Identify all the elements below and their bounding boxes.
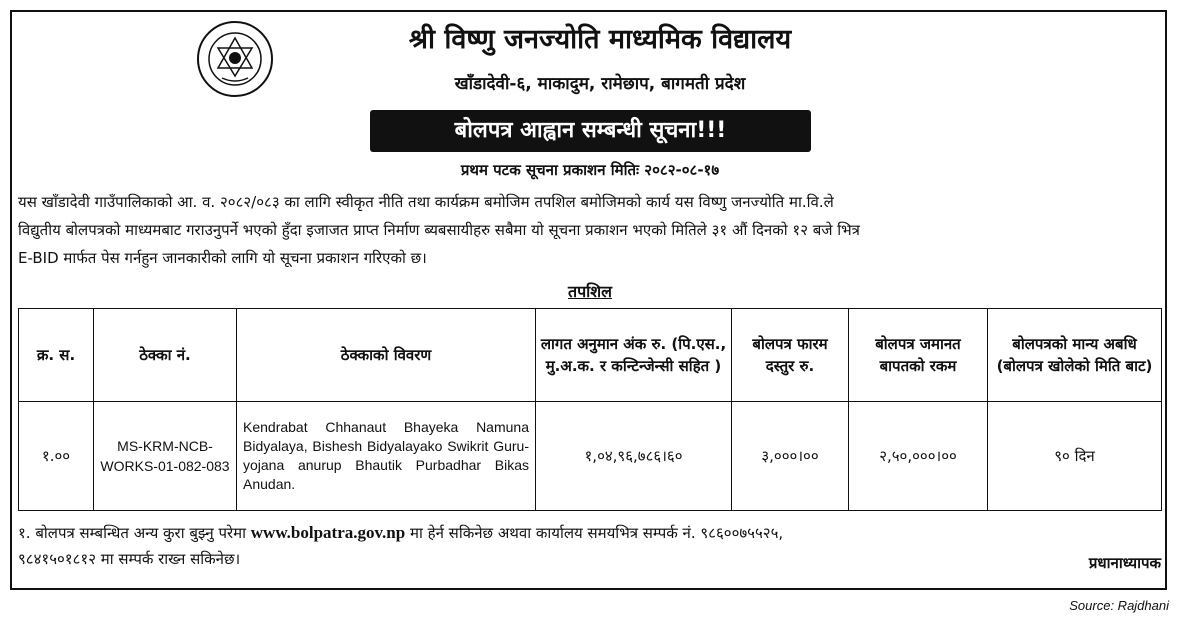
school-seal-icon — [196, 20, 274, 98]
tender-table — [18, 308, 1162, 511]
table-row — [19, 402, 1162, 511]
header-validity: बोलपत्रको मान्य अबधि (बोलपत्र खोलेको मिति बाट) — [988, 309, 1162, 402]
body-line: यस खाँडादेवी गाउँपालिकाको आ. व. २०८२/०८३ का लागि स्वीकृत नीति तथा कार्यक्रम बमोजिम तपशिल बमोजिमको कार्य यस विष्णु जनज्योति मा.वि.ले — [18, 193, 834, 211]
header-contract-no: ठेक्का नं. — [94, 309, 237, 402]
cell-bid-security: २,५०,०००।०० — [849, 402, 988, 511]
table-header-row — [19, 309, 1162, 402]
school-name: श्री विष्णु जनज्योति माध्यमिक विद्यालय — [408, 24, 792, 55]
contact-note — [18, 520, 1166, 572]
note-prefix: १. बोलपत्र सम्बन्धित अन्य कुरा बुझ्नु परेमा — [18, 524, 246, 542]
header-form-fee: बोलपत्र फारम दस्तुर रु. — [732, 309, 849, 402]
school-address: खाँडादेवी-६, माकादुम, रामेछाप, बागमती प्रदेश — [454, 74, 746, 94]
publication-date: प्रथम पटक सूचना प्रकाशन मितिः २०८२-०८-१७ — [460, 161, 720, 179]
source-credit: Source: Rajdhani — [1069, 598, 1169, 613]
notice-banner: बोलपत्र आह्वान सम्बन्धी सूचना!!! — [370, 110, 811, 152]
cell-form-fee: ३,०००।०० — [732, 402, 849, 511]
body-line: E-BID मार्फत पेस गर्नहुन जानकारीको लागि यो सूचना प्रकाशन गरिएको छ। — [18, 249, 427, 267]
header-description: ठेक्काको विवरण — [237, 309, 536, 402]
header-bid-security: बोलपत्र जमानत बापतको रकम — [849, 309, 988, 402]
header-sn: क्र. स. — [19, 309, 94, 402]
cell-validity: ९० दिन — [988, 402, 1162, 511]
signatory: प्रधानाध्यापक — [1088, 554, 1161, 572]
cell-cost-estimate: १,०४,९६,७८६।६० — [536, 402, 732, 511]
header-cost-estimate: लागत अनुमान अंक रु. (पि.एस., मु.अ.क. र कन्टिन्जेन्सी सहित ) — [536, 309, 732, 402]
cell-contract-no: MS-KRM-NCB-WORKS-01-082-083 — [94, 402, 237, 511]
note-suffix: मा हेर्न सकिनेछ अथवा कार्यालय समयभित्र सम्पर्क नं. ९८६००७५५२५, — [410, 524, 784, 542]
table-title: तपशिल — [567, 282, 613, 301]
bolpatra-link[interactable]: www.bolpatra.gov.np — [250, 523, 406, 542]
cell-sn: १.०० — [19, 402, 94, 511]
notice-body — [18, 188, 1166, 272]
body-line: विद्युतीय बोलपत्रको माध्यमबाट गराउनुपर्ने भएको हुँदा इजाजत प्राप्त निर्माण ब्यबसायीहरु सबैमा यो सूचना प्रकाशन भएको मितिले ३१ औं दिनको १२ बजे भित्र — [18, 221, 860, 239]
note-line2: ९८४१५०१८१२ मा सम्पर्क राख्न सकिनेछ। — [18, 550, 241, 568]
cell-description: Kendrabat Chhanaut Bhayeka Namuna Bidyalaya, Bishesh Bidyalayako Swikrit Guru-yojana anurup Bhautik Purbadhar Bikas Anudan. — [237, 402, 536, 511]
